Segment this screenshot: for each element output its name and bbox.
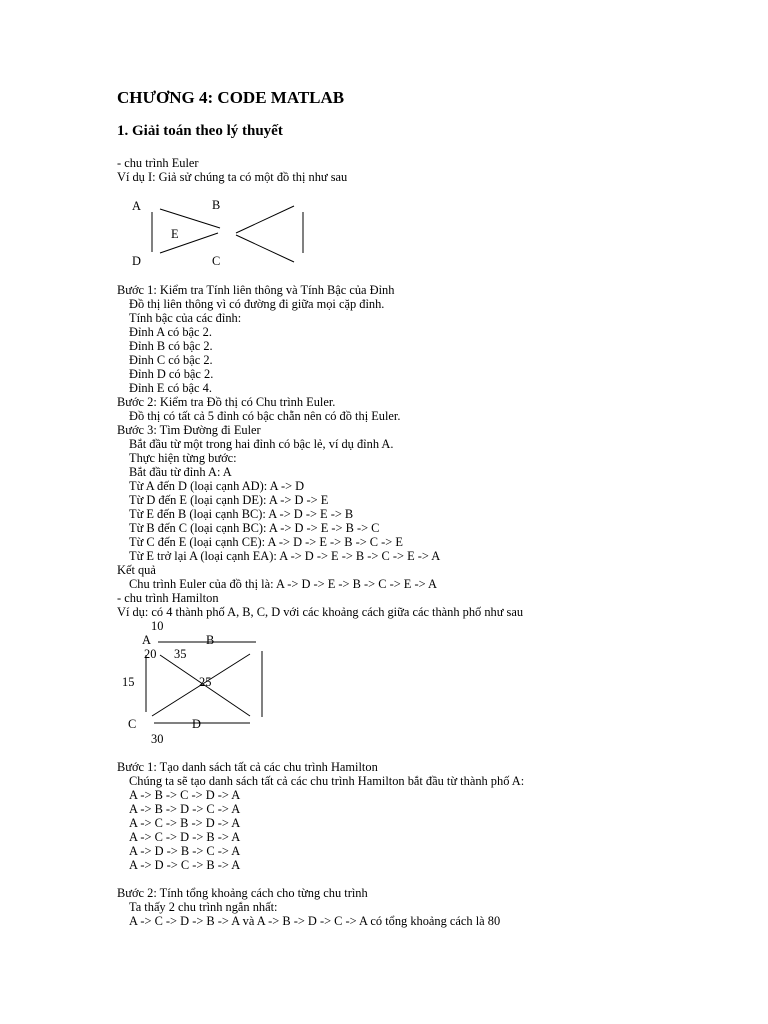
euler-heading: - chu trình Euler — [117, 156, 199, 170]
euler-step-line: Đỉnh B có bậc 2. — [129, 339, 213, 353]
hamilton-step-line: Bước 2: Tính tổng khoảng cách cho từng chu trình — [117, 886, 368, 900]
hamilton-weight-ab: 10 — [151, 619, 164, 633]
euler-result-line: Chu trình Euler của đồ thị là: A -> D -> E -> B -> C -> E -> A — [129, 577, 437, 591]
hamilton-node-d: D — [192, 717, 201, 731]
hamilton-cycle-line: A -> D -> B -> C -> A — [129, 844, 241, 858]
euler-step-line: Đỉnh D có bậc 2. — [129, 367, 214, 381]
hamilton-example-intro: Ví dụ: có 4 thành phố A, B, C, D với các khoảng cách giữa các thành phố như sau — [117, 605, 524, 619]
euler-step-line: Bước 1: Kiểm tra Tính liên thông và Tính Bậc của Đỉnh — [117, 283, 395, 297]
euler-step-line: Đỉnh E có bậc 4. — [129, 381, 212, 395]
euler-node-d: D — [132, 254, 141, 268]
euler-node-b: B — [212, 198, 221, 212]
euler-step-line: Tính bậc của các đỉnh: — [129, 311, 242, 325]
euler-step-line: Từ B đến C (loại cạnh BC): A -> D -> E -> B -> C — [129, 521, 380, 535]
hamilton-weight-center: 25 — [199, 675, 212, 689]
euler-step-line: Bắt đầu từ một trong hai đỉnh có bậc lẻ, ví dụ đỉnh A. — [129, 437, 394, 451]
hamilton-weight-ad: 20 — [144, 647, 157, 661]
euler-result-heading: Kết quả — [117, 563, 156, 577]
euler-step-line: Bước 3: Tìm Đường đi Euler — [117, 423, 261, 437]
euler-step-line: Đỉnh A có bậc 2. — [129, 325, 212, 339]
hamilton-weight-cd: 30 — [151, 732, 164, 746]
euler-step-line: Đỉnh C có bậc 2. — [129, 353, 213, 367]
euler-step-line: Từ E trở lại A (loại cạnh EA): A -> D -> E -> B -> C -> E -> A — [129, 549, 441, 563]
hamilton-cycle-line: A -> C -> D -> B -> A — [129, 830, 241, 844]
euler-step-line: Bắt đầu từ đỉnh A: A — [129, 465, 232, 479]
hamilton-weight-ac: 15 — [122, 675, 135, 689]
hamilton-weight-bc: 35 — [174, 647, 187, 661]
section-title: 1. Giải toán theo lý thuyết — [117, 123, 283, 139]
hamilton-node-a: A — [142, 633, 151, 647]
euler-step-line: Bước 2: Kiểm tra Đồ thị có Chu trình Euler. — [117, 395, 336, 409]
euler-node-e: E — [171, 227, 179, 241]
euler-step-line: Từ D đến E (loại cạnh DE): A -> D -> E — [129, 493, 329, 507]
euler-step-line: Từ E đến B (loại cạnh BC): A -> D -> E -> B — [129, 507, 354, 521]
hamilton-heading: - chu trình Hamilton — [117, 591, 219, 605]
euler-node-a: A — [132, 199, 141, 213]
hamilton-node-c: C — [128, 717, 137, 731]
euler-step-line: Từ C đến E (loại cạnh CE): A -> D -> E -> B -> C -> E — [129, 535, 403, 549]
hamilton-step-line: Ta thấy 2 chu trình ngắn nhất: — [129, 900, 278, 914]
hamilton-node-b: B — [206, 633, 215, 647]
euler-step-line: Thực hiện từng bước: — [129, 451, 237, 465]
euler-step-line: Đồ thị liên thông vì có đường đi giữa mọi cặp đỉnh. — [129, 297, 385, 311]
euler-example-intro: Ví dụ I: Giả sử chúng ta có một đồ thị như sau — [117, 170, 348, 184]
euler-step-line: Đồ thị có tất cả 5 đỉnh có bậc chẵn nên có đồ thị Euler. — [129, 409, 401, 423]
hamilton-step-line: Chúng ta sẽ tạo danh sách tất cả các chu trình Hamilton bắt đầu từ thành phố A: — [129, 774, 525, 788]
euler-step-line: Từ A đến D (loại cạnh AD): A -> D — [129, 479, 305, 493]
hamilton-result-line: A -> C -> D -> B -> A và A -> B -> D -> C -> A có tổng khoảng cách là 80 — [129, 914, 501, 928]
hamilton-cycle-line: A -> D -> C -> B -> A — [129, 858, 241, 872]
chapter-title: CHƯƠNG 4: CODE MATLAB — [117, 88, 345, 107]
hamilton-cycle-line: A -> C -> B -> D -> A — [129, 816, 241, 830]
hamilton-cycle-line: A -> B -> D -> C -> A — [129, 802, 241, 816]
hamilton-step-line: Bước 1: Tạo danh sách tất cả các chu trình Hamilton — [117, 760, 378, 774]
euler-node-c: C — [212, 254, 221, 268]
hamilton-cycle-line: A -> B -> C -> D -> A — [129, 788, 241, 802]
